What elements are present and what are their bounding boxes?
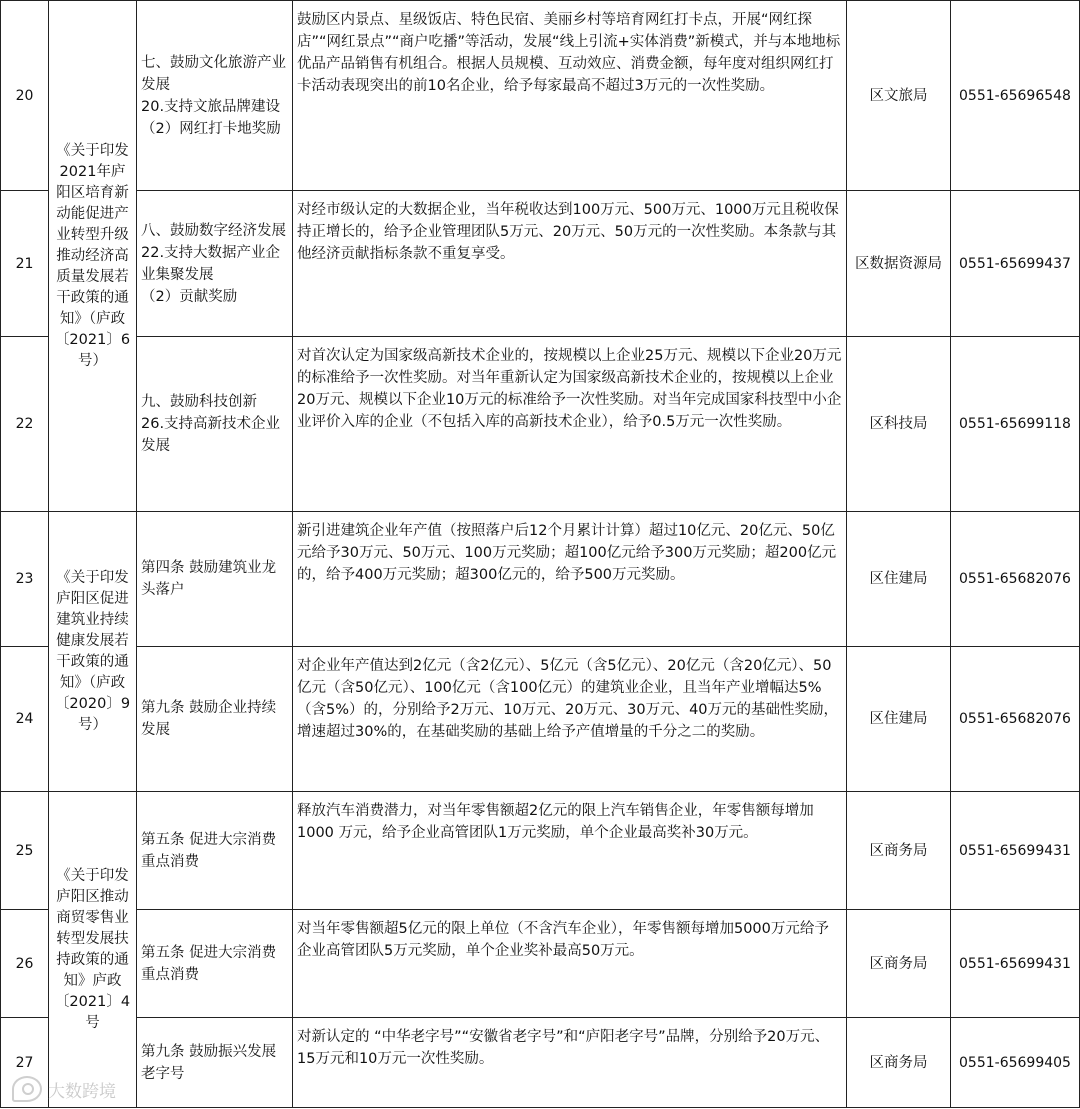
department-cell: 区商务局: [847, 792, 951, 910]
table-row: [1, 191, 1080, 337]
phone-cell: 0551-65699431: [951, 910, 1080, 1018]
watermark-logo-icon: [12, 1076, 42, 1102]
table-row: [1, 792, 1080, 910]
row-number: 20: [1, 1, 49, 191]
phone-cell: 0551-65699431: [951, 792, 1080, 910]
row-number: 24: [1, 647, 49, 792]
clause-cell: 八、鼓励数字经济发展 22.支持大数据产业企业集聚发展 （2）贡献奖励: [137, 191, 293, 337]
clause-cell: 七、鼓励文化旅游产业发展 20.支持文旅品牌建设 （2）网红打卡地奖励: [137, 1, 293, 191]
table-row: [1, 337, 1080, 512]
phone-cell: 0551-65699437: [951, 191, 1080, 337]
watermark: [12, 1076, 116, 1102]
table-row: [1, 910, 1080, 1018]
content-cell: 对企业年产值达到2亿元（含2亿元）、5亿元（含5亿元）、20亿元（含20亿元）、50亿元（含50亿元）、100亿元（含100亿元）的建筑业企业，且当年产业增幅达5%（含5%）的，分别给予2万元、10万元、20万元、30万元、40万元的基础性奖励，增速超过30%的，在基础奖励的基础上给予产值增量的千分之二的奖励。: [293, 647, 847, 792]
table-row: [1, 647, 1080, 792]
phone-cell: 0551-65699405: [951, 1018, 1080, 1108]
department-cell: 区商务局: [847, 1018, 951, 1108]
phone-cell: 0551-65696548: [951, 1, 1080, 191]
table-row: [1, 1, 1080, 191]
row-number: 27: [1, 1018, 49, 1108]
clause-cell: 第五条 促进大宗消费重点消费: [137, 910, 293, 1018]
content-cell: 对当年零售额超5亿元的限上单位（不含汽车企业），年零售额每增加5000万元给予企业高管团队5万元奖励，单个企业奖补最高50万元。: [293, 910, 847, 1018]
department-cell: 区文旅局: [847, 1, 951, 191]
phone-cell: 0551-65682076: [951, 647, 1080, 792]
row-number: 22: [1, 337, 49, 512]
clause-cell: 第九条 鼓励企业持续发展: [137, 647, 293, 792]
row-number: 21: [1, 191, 49, 337]
department-cell: 区住建局: [847, 512, 951, 647]
content-cell: 对新认定的 “中华老字号”“安徽省老字号”和“庐阳老字号”品牌，分别给予20万元、15万元和10万元一次性奖励。: [293, 1018, 847, 1108]
policy-name: 《关于印发2021年庐阳区培育新动能促进产业转型升级推动经济高质量发展若干政策的通知》（庐政〔2021〕6号）: [49, 1, 137, 512]
department-cell: 区商务局: [847, 910, 951, 1018]
policy-name: 《关于印发庐阳区推动商贸零售业转型发展扶持政策的通知》庐政〔2021〕4号: [49, 792, 137, 1108]
clause-cell: 九、鼓励科技创新 26.支持高新技术企业发展: [137, 337, 293, 512]
watermark-text: 大数跨境: [48, 1081, 116, 1102]
content-cell: 对经市级认定的大数据企业，当年税收达到100万元、500万元、1000万元且税收保持正增长的，给予企业管理团队5万元、20万元、50万元的一次性奖励。本条款与其他经济贡献指标条款不重复享受。: [293, 191, 847, 337]
row-number: 25: [1, 792, 49, 910]
row-number: 23: [1, 512, 49, 647]
department-cell: 区住建局: [847, 647, 951, 792]
table-row: [1, 1018, 1080, 1108]
phone-cell: 0551-65699118: [951, 337, 1080, 512]
row-number: 26: [1, 910, 49, 1018]
clause-cell: 第四条 鼓励建筑业龙头落户: [137, 512, 293, 647]
clause-cell: 第五条 促进大宗消费重点消费: [137, 792, 293, 910]
department-cell: 区科技局: [847, 337, 951, 512]
phone-cell: 0551-65682076: [951, 512, 1080, 647]
clause-cell: 第九条 鼓励振兴发展老字号: [137, 1018, 293, 1108]
content-cell: 新引进建筑企业年产值（按照落户后12个月累计计算）超过10亿元、20亿元、50亿元给予30万元、50万元、100万元奖励；超100亿元给予300万元奖励；超200亿元的，给予400万元奖励；超300亿元的，给予500万元奖励。: [293, 512, 847, 647]
content-cell: 对首次认定为国家级高新技术企业的，按规模以上企业25万元、规模以下企业20万元的标准给予一次性奖励。对当年重新认定为国家级高新技术企业的，按规模以上企业20万元、规模以下企业10万元的标准给予一次性奖励。对当年完成国家科技型中小企业评价入库的企业（不包括入库的高新技术企业），给予0.5万元一次性奖励。: [293, 337, 847, 512]
table-row: [1, 512, 1080, 647]
content-cell: 鼓励区内景点、星级饭店、特色民宿、美丽乡村等培育网红打卡点，开展“网红探店”“网红景点”“商户吃播”等活动，发展“线上引流+实体消费”新模式，并与本地地标优品产品销售有机组合。根据人员规模、互动效应、消费金额，每年度对组织网红打卡活动表现突出的前10名企业，给予每家最高不超过3万元的一次性奖励。: [293, 1, 847, 191]
content-cell: 释放汽车消费潜力，对当年零售额超2亿元的限上汽车销售企业，年零售额每增加1000 万元，给予企业高管团队1万元奖励，单个企业最高奖补30万元。: [293, 792, 847, 910]
department-cell: 区数据资源局: [847, 191, 951, 337]
policy-name: 《关于印发庐阳区促进建筑业持续健康发展若干政策的通知》（庐政〔2020〕9号）: [49, 512, 137, 792]
